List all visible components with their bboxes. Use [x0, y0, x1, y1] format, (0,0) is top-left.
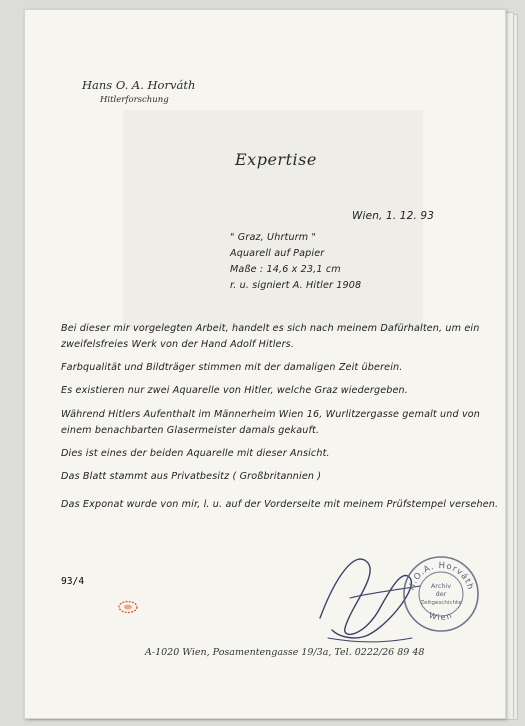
paragraph-attribution: Bei dieser mir vorgelegten Arbeit, handelt es sich nach meinem Dafürhalten, um ein zweifelsfreies Werk von der Hand Adolf Hitlers.: [61, 323, 480, 350]
artwork-title: " Graz, Uhrturm ": [230, 232, 317, 243]
stamp-bottom-text: Wien: [427, 610, 455, 623]
artwork-signature-note: r. u. signiert A. Hitler 1908: [230, 280, 362, 291]
document-title: Expertise: [235, 150, 317, 169]
stamp-center-line-1: Archiv: [430, 582, 452, 590]
archive-stamp: [401, 554, 481, 634]
stamp-ring-text: H.O.A. Horváth: [406, 560, 476, 592]
letterhead-subtitle: Hitlerforschung: [100, 95, 169, 105]
letterhead-name: Hans O. A. Horváth: [82, 78, 196, 92]
small-red-seal-icon: [117, 600, 139, 614]
paragraph-stamp-note: Das Exponat wurde von mir, l. u. auf der Vorderseite mit meinem Prüfstempel versehen.: [61, 499, 499, 510]
stamp-center-line-3: Zeitgeschichte: [420, 600, 462, 606]
paragraph-private-ownership: Das Blatt stammt aus Privatbesitz ( Großbritannien ): [61, 471, 322, 482]
paragraph-provenance-vienna: Während Hitlers Aufenthalt im Männerheim Wien 16, Wurlitzergasse gemalt und von einem benachbarten Glasermeister damals gekauft.: [61, 409, 481, 436]
artwork-dimensions: Maße : 14,6 x 23,1 cm: [230, 264, 341, 275]
artwork-medium: Aquarell auf Papier: [230, 248, 325, 259]
stamp-center-line-2: der: [435, 590, 447, 598]
paragraph-graz-count: Es existieren nur zwei Aquarelle von Hitler, welche Graz wiedergeben.: [61, 385, 408, 396]
paragraph-one-of-two: Dies ist eines der beiden Aquarelle mit dieser Ansicht.: [61, 448, 330, 459]
svg-text:Wien: [428, 610, 455, 622]
document-date: Wien, 1. 12. 93: [352, 210, 435, 222]
document-page: [24, 9, 506, 719]
paragraph-materials: Farbqualität und Bildträger stimmen mit der damaligen Zeit überein.: [61, 362, 403, 373]
reference-number: 93/4: [61, 576, 85, 587]
footer-address: A-1020 Wien, Posamentengasse 19/3a, Tel. 0222/26 89 48: [145, 647, 425, 658]
